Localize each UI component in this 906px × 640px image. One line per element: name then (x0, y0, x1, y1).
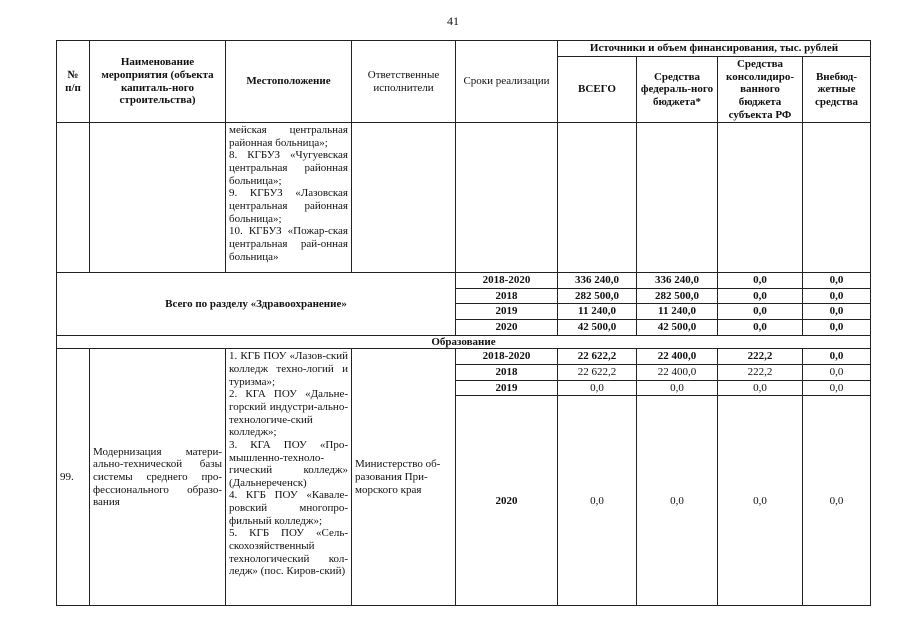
row-99-total: 22 622,2 (558, 365, 637, 381)
row-99-term: 2018 (456, 365, 558, 381)
col-header-terms: Сроки реализации (456, 41, 558, 123)
health-term: 2018 (456, 288, 558, 304)
health-term: 2018-2020 (456, 273, 558, 289)
col-header-num: № п/п (57, 41, 90, 123)
row-98-continuation (57, 123, 871, 273)
health-total-row (57, 273, 871, 289)
health-term: 2020 (456, 320, 558, 336)
health-regional-value: 0,0 (718, 273, 803, 289)
health-total-value: 42 500,0 (558, 320, 637, 336)
health-total-value: 11 240,0 (558, 304, 637, 320)
row-99-responsible: Министерство об-разования При-морского края (352, 349, 456, 606)
row-99-total: 22 622,2 (558, 349, 637, 365)
row-99-total: 0,0 (558, 380, 637, 396)
health-extra-value: 0,0 (803, 320, 871, 336)
header-row-1 (57, 41, 871, 57)
row-99-federal: 0,0 (637, 380, 718, 396)
row-99-extra: 0,0 (803, 349, 871, 365)
row-99-term: 2018-2020 (456, 349, 558, 365)
health-federal-value: 336 240,0 (637, 273, 718, 289)
row-98-location: мейская центральная районная больница»; 8. КГБУЗ «Чугуевская центральная районная больница»; 9. КГБУЗ «Лазовская центральная районная больница»; 10. КГБУЗ «Пожар-ская центральная рай-онная больница» (226, 123, 352, 273)
row-99-term: 2020 (456, 396, 558, 606)
row-99-regional: 0,0 (718, 380, 803, 396)
col-header-responsible: Ответственные исполнители (352, 41, 456, 123)
row-99-regional: 222,2 (718, 365, 803, 381)
health-term: 2019 (456, 304, 558, 320)
row-99-term: 2019 (456, 380, 558, 396)
row-99-federal: 22 400,0 (637, 365, 718, 381)
row-99-num: 99. (57, 349, 90, 606)
col-header-federal: Средства федераль-ного бюджета* (637, 57, 718, 123)
col-header-location: Местоположение (226, 41, 352, 123)
row-99-federal: 22 400,0 (637, 349, 718, 365)
row-99-extra: 0,0 (803, 380, 871, 396)
health-total-value: 336 240,0 (558, 273, 637, 289)
financing-table (56, 40, 871, 606)
health-total-value: 282 500,0 (558, 288, 637, 304)
row-99-extra: 0,0 (803, 396, 871, 606)
row-99-extra: 0,0 (803, 365, 871, 381)
col-header-sources-group: Источники и объем финансирования, тыс. рублей (558, 41, 871, 57)
row-99-regional: 0,0 (718, 396, 803, 606)
row-99-federal: 0,0 (637, 396, 718, 606)
row-99 (57, 349, 871, 365)
health-extra-value: 0,0 (803, 288, 871, 304)
health-federal-value: 42 500,0 (637, 320, 718, 336)
health-federal-value: 11 240,0 (637, 304, 718, 320)
health-regional-value: 0,0 (718, 304, 803, 320)
col-header-regional: Средства консолидиро-ванного бюджета субъекта РФ (718, 57, 803, 123)
row-99-regional: 222,2 (718, 349, 803, 365)
col-header-total: ВСЕГО (558, 57, 637, 123)
section-education-title: Образование (57, 335, 871, 349)
health-extra-value: 0,0 (803, 304, 871, 320)
page-number: 41 (447, 14, 459, 28)
row-99-total: 0,0 (558, 396, 637, 606)
col-header-name: Наименование мероприятия (объекта капиталь-ного строительства) (90, 41, 226, 123)
row-99-name: Модернизация матери-ально-технической базы системы среднего про-фессионального образо-вания (90, 349, 226, 606)
health-federal-value: 282 500,0 (637, 288, 718, 304)
health-regional-value: 0,0 (718, 320, 803, 336)
health-total-label: Всего по разделу «Здравоохранение» (57, 273, 456, 336)
health-extra-value: 0,0 (803, 273, 871, 289)
section-education-row (57, 335, 871, 349)
row-99-location: 1. КГБ ПОУ «Лазов-ский колледж техно-логий и туризма»; 2. КГА ПОУ «Дальне-горский индустри-ально-технологиче-ский колледж»; 3. КГА ПОУ «Про-мышленно-техноло-гический колледж» (Дальнереченск) 4. КГБ ПОУ «Кавале-ровский многопро-фильный колледж»; 5. КГБ ПОУ «Сель-скохозяйственный технологический кол-ледж» (пос. Киров-ский) (226, 349, 352, 606)
col-header-extra: Внебюд-жетные средства (803, 57, 871, 123)
health-regional-value: 0,0 (718, 288, 803, 304)
